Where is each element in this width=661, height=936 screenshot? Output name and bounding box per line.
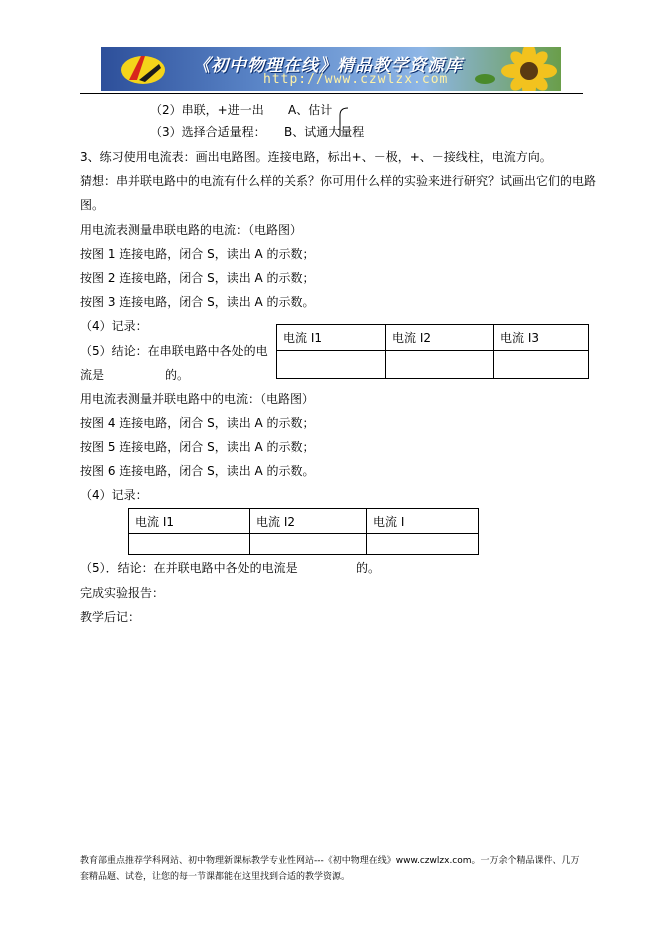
conclusion-1-cont: 流是 — [80, 368, 105, 382]
table2-header-i2: 电流 I2 — [250, 509, 367, 534]
item-choose-range: （3）选择合适量程： — [150, 125, 266, 139]
table1-header-i2: 电流 I2 — [386, 325, 494, 351]
series-step-1: 按图 1 连接电路，闭合 S，读出 A 的示数； — [80, 247, 315, 261]
parallel-step-4: 按图 4 连接电路，闭合 S，读出 A 的示数； — [80, 416, 315, 430]
table2-header-i: 电流 I — [367, 509, 479, 534]
conclusion-2: （5）．结论：在并联电路中各处的电流是 — [80, 561, 298, 575]
parallel-record-table — [128, 508, 479, 555]
table1-cell-i1[interactable] — [277, 351, 386, 379]
item-series-connection: （2）串联，+进一出 — [150, 103, 264, 117]
record-label-2: （4）记录： — [80, 488, 148, 502]
series-step-3: 按图 3 连接电路，闭合 S，读出 A 的示数。 — [80, 295, 315, 309]
parallel-section-title: 用电流表测量并联电路中的电流：（电路图） — [80, 392, 315, 406]
table2-cell-i1[interactable] — [129, 534, 250, 555]
record-label-1: （4）记录： — [80, 319, 148, 333]
banner-title: 《初中物理在线》精品教学资源库 — [193, 56, 463, 76]
hypothesis-line: 猜想：串并联电路中的电流有什么样的关系？你可用什么样的实验来进行研究？试画出它们的电路 — [80, 174, 597, 188]
page-footer: 教育部重点推荐学科网站、初中物理新课标教学专业性网站---《初中物理在线》www.czwlzx.com。一万余个精品课件、几万套精品题、试卷，让您的每一节课都能在这里找到合适的教学资源。 — [80, 856, 580, 882]
table1-cell-i3[interactable] — [494, 351, 589, 379]
table1-header-i1: 电流 I1 — [277, 325, 386, 351]
parallel-step-6: 按图 6 连接电路，闭合 S，读出 A 的示数。 — [80, 464, 315, 478]
sunflower-icon — [471, 47, 561, 91]
table1-header-i3: 电流 I3 — [494, 325, 589, 351]
banner-url: http://www.czwlzx.com — [263, 72, 449, 87]
parallel-step-5: 按图 5 连接电路，闭合 S，读出 A 的示数； — [80, 440, 315, 454]
series-section-title: 用电流表测量串联电路的电流：（电路图） — [80, 223, 303, 237]
complete-report: 完成实验报告： — [80, 586, 165, 600]
table2-header-i1: 电流 I1 — [129, 509, 250, 534]
header-banner — [101, 47, 561, 91]
practice-ammeter: 3、练习使用电流表：画出电路图。连接电路，标出+、－极，+、－接线柱，电流方向。 — [80, 150, 552, 164]
item-try-large-range: B、试通大量程 — [284, 125, 365, 139]
table2-cell-i[interactable] — [367, 534, 479, 555]
table1-cell-i2[interactable] — [386, 351, 494, 379]
series-record-table — [276, 324, 589, 379]
hypothesis-line-end: 图。 — [80, 198, 105, 212]
teaching-reflection: 教学后记： — [80, 610, 141, 624]
conclusion-1-end: 的。 — [165, 368, 190, 382]
item-estimate: A、估计 — [288, 103, 333, 117]
conclusion-1: （5）结论：在串联电路中各处的电 — [80, 344, 268, 358]
table2-cell-i2[interactable] — [250, 534, 367, 555]
conclusion-2-end: 的。 — [356, 561, 381, 575]
series-step-2: 按图 2 连接电路，闭合 S，读出 A 的示数； — [80, 271, 315, 285]
site-logo-icon — [115, 50, 171, 88]
header-divider — [80, 93, 583, 94]
